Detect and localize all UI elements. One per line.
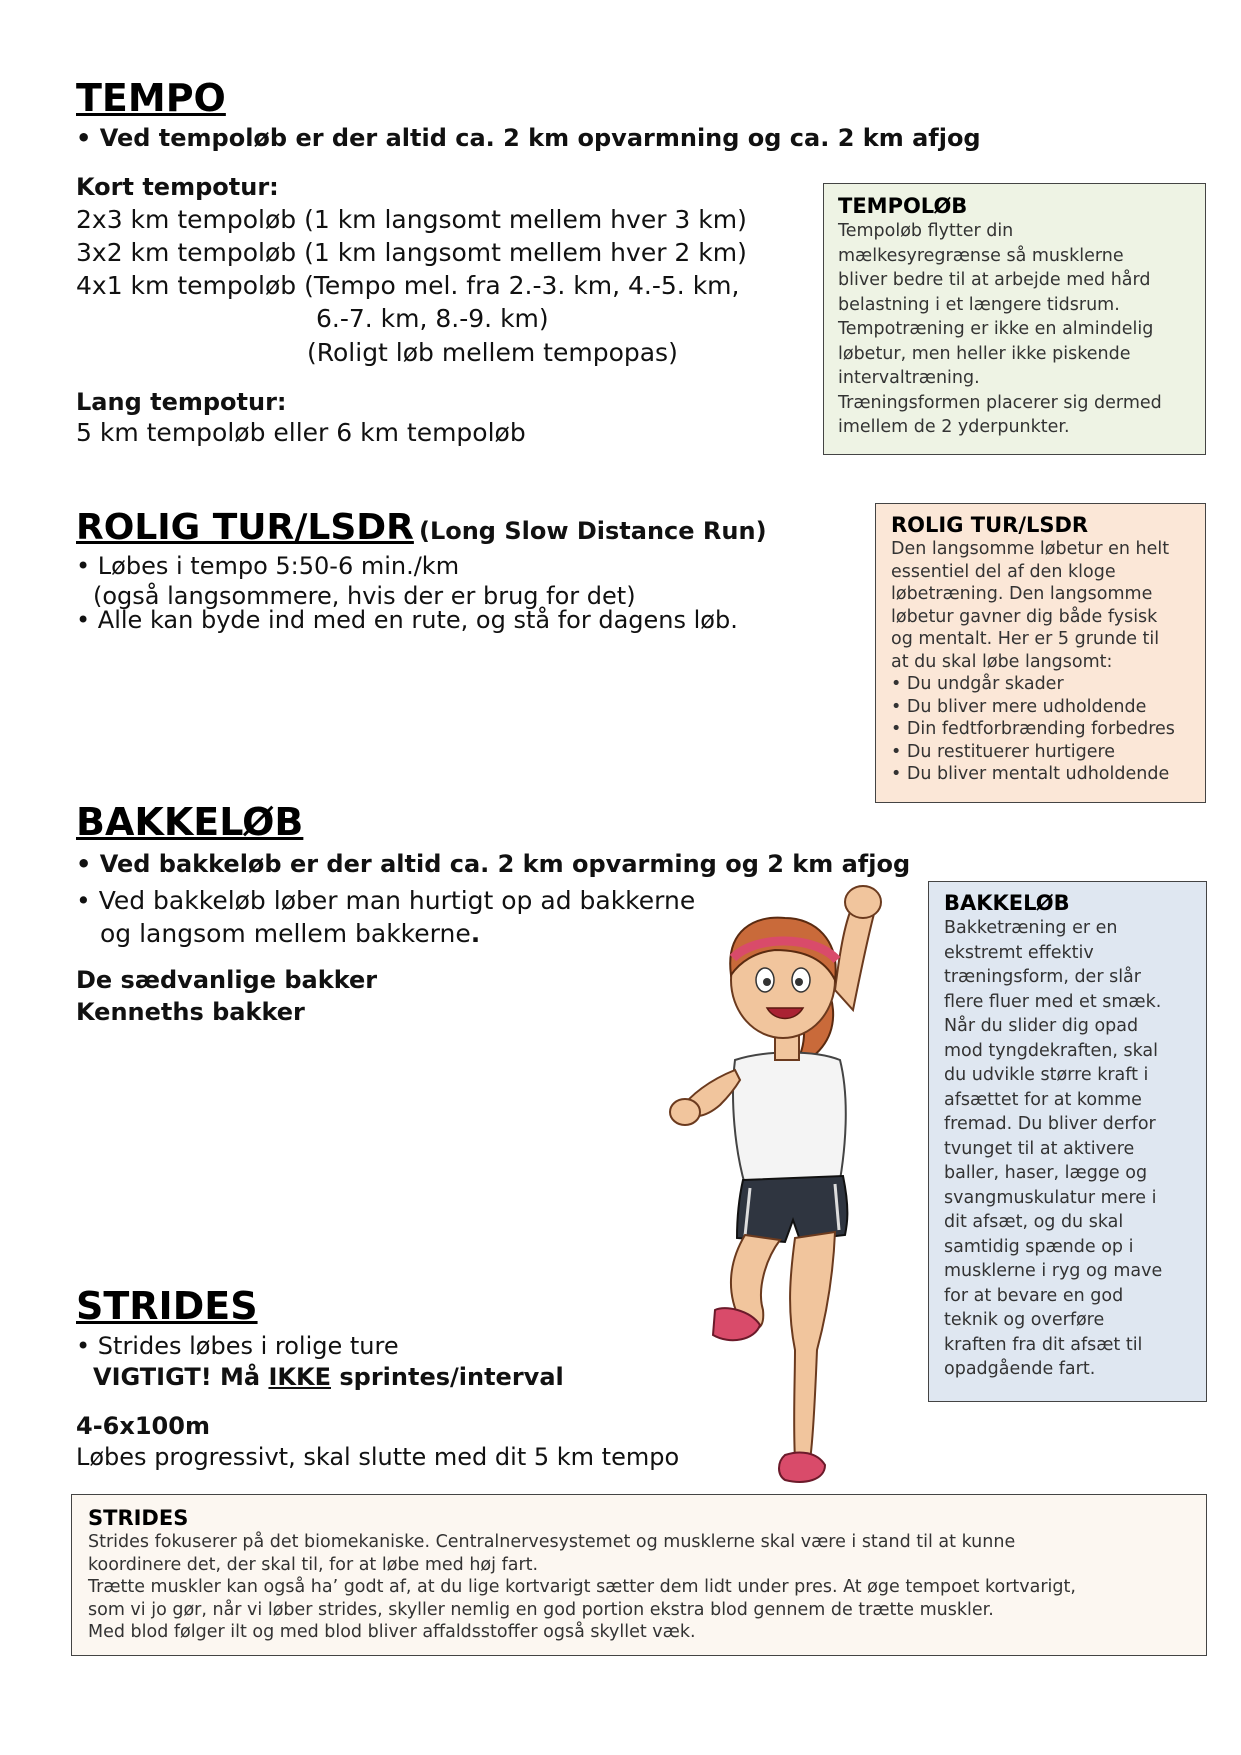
box-line: teknik og overføre — [944, 1310, 1105, 1330]
rolig-bullet-1-cont: (også langsommere, hvis der er brug for det) — [93, 582, 636, 610]
strides-sub-text: Løbes progressivt, skal slutte med dit 5 km tempo — [76, 1443, 680, 1471]
rolig-subheading: (Long Slow Distance Run) — [418, 517, 767, 545]
lang-tempotur-title: Lang tempotur: — [76, 388, 287, 416]
kort-line-3: 4x1 km tempoløb (Tempo mel. fra 2.-3. km, 4.-5. km, — [76, 271, 740, 300]
box-line: Tempotræning er ikke en almindelig — [838, 319, 1154, 339]
box-line: • Du bliver mere udholdende — [891, 696, 1147, 717]
box-line: tvunget til at aktivere — [944, 1138, 1135, 1159]
rolig-heading-row — [76, 506, 767, 550]
rolig-bullet-1-text: Løbes i tempo 5:50-6 min./km — [97, 552, 460, 580]
box-line: svangmuskulatur mere i — [944, 1187, 1157, 1208]
box-line: Med blod følger ilt og med blod bliver affaldsstoffer også skyllet væk. — [88, 1622, 696, 1642]
bakke-bullet-2: • Ved bakkeløb løber man hurtigt op ad bakkerne — [76, 886, 696, 915]
box-line: • Du bliver mentalt udholdende — [891, 764, 1170, 784]
tempo-heading: TEMPO — [76, 76, 226, 120]
box-line: kraften fra dit afsæt til — [944, 1334, 1143, 1355]
box-line: løbetræning. Den langsomme — [891, 584, 1153, 604]
tempo-bullet: • Ved tempoløb er der altid ca. 2 km opvarmning og ca. 2 km afjog — [76, 124, 981, 152]
bakke-bullet-2-cont-text: og langsom mellem bakkerne — [100, 919, 471, 948]
box-line: opadgående fart. — [944, 1359, 1096, 1379]
tempolob-box-title: TEMPOLØB — [838, 194, 968, 218]
bakke-list-2: Kenneths bakker — [76, 998, 305, 1026]
strides-heading: STRIDES — [76, 1284, 258, 1328]
box-line: baller, haser, lægge og — [944, 1163, 1148, 1183]
rolig-box-title: ROLIG TUR/LSDR — [891, 513, 1089, 537]
box-line: bliver bedre til at arbejde med hård — [838, 270, 1151, 290]
bakkelob-info-box — [928, 881, 1207, 1402]
strides-sub-title: 4-6x100m — [76, 1412, 210, 1440]
rolig-info-box — [875, 503, 1206, 803]
bakkelob-box-body — [944, 916, 1191, 1382]
box-line: du udvikle større kraft i — [944, 1065, 1149, 1085]
box-line: og mentalt. Her er 5 grunde til — [891, 629, 1160, 649]
box-line: intervaltræning. — [838, 368, 980, 388]
box-line: mod tyngdekraften, skal — [944, 1040, 1158, 1061]
bakke-bullet-2-cont — [100, 917, 480, 950]
box-line: dit afsæt, og du skal — [944, 1212, 1124, 1232]
lang-tempotur-text: 5 km tempoløb eller 6 km tempoløb — [76, 418, 526, 447]
box-line: som vi jo gør, når vi løber strides, skyller nemlig en god portion ekstra blod gennem de trætte muskler. — [88, 1599, 994, 1620]
strides-bullet: • Strides løbes i rolige ture — [76, 1332, 399, 1360]
kort-line-4: 6.-7. km, 8.-9. km) — [316, 304, 549, 333]
tempo-bullet-text: Ved tempoløb er der altid ca. 2 km opvarmning og ca. 2 km afjog — [99, 124, 981, 152]
box-line: • Du restituerer hurtigere — [891, 741, 1116, 762]
box-line: musklerne i ryg og mave — [944, 1261, 1163, 1281]
bakke-bullet-1-text: Ved bakkeløb er der altid ca. 2 km opvarming og 2 km afjog — [99, 850, 911, 878]
box-line: samtidig spænde op i — [944, 1236, 1134, 1257]
box-line: ekstremt effektiv — [944, 942, 1094, 963]
rolig-heading: ROLIG TUR/LSDR — [76, 507, 414, 548]
box-line: for at bevare en god — [944, 1285, 1124, 1306]
strides-box-title: STRIDES — [88, 1506, 189, 1530]
box-line: Træningsformen placerer sig dermed — [838, 392, 1162, 413]
strides-warning-c: sprintes/interval — [331, 1363, 564, 1391]
strides-info-box — [71, 1494, 1207, 1656]
rolig-box-body — [891, 538, 1190, 786]
strides-warning — [93, 1361, 564, 1394]
rolig-bullet-2: • Alle kan byde ind med en rute, og stå for dagens løb. — [76, 606, 738, 634]
box-line: løbetur, men heller ikke piskende — [838, 343, 1131, 364]
bakke-bullet-2-text: Ved bakkeløb løber man hurtigt op ad bakkerne — [98, 886, 696, 915]
box-line: • Din fedtforbrænding forbedres — [891, 719, 1175, 739]
box-line: afsættet for at komme — [944, 1089, 1142, 1110]
strides-warning-ikke: IKKE — [268, 1363, 331, 1391]
rolig-bullet-2-text: Alle kan byde ind med en rute, og stå for dagens løb. — [97, 606, 738, 634]
tempolob-info-box — [823, 183, 1206, 455]
runner-girl-illustration — [655, 880, 915, 1490]
box-line: essentiel del af den kloge — [891, 561, 1116, 582]
bakke-bullet-2-end: . — [470, 919, 481, 948]
bakke-bullet-1: • Ved bakkeløb er der altid ca. 2 km opvarming og 2 km afjog — [76, 850, 911, 878]
box-line: Den langsomme løbetur en helt — [891, 539, 1170, 559]
box-line: Bakketræning er en — [944, 918, 1118, 938]
strides-box-body — [88, 1531, 1190, 1644]
box-line: Strides fokuserer på det biomekaniske. Centralnervesystemet og musklerne skal være i stand til at kunne — [88, 1532, 1016, 1552]
strides-bullet-text: Strides løbes i rolige ture — [97, 1332, 399, 1360]
box-line: mælkesyregrænse så musklerne — [838, 245, 1124, 266]
box-line: flere fluer med et smæk. — [944, 991, 1162, 1012]
box-line: Tempoløb flytter din — [838, 221, 1014, 241]
box-line: løbetur gavner dig både fysisk — [891, 606, 1158, 627]
box-line: koordinere det, der skal til, for at løbe med høj fart. — [88, 1554, 539, 1575]
box-line: • Du undgår skader — [891, 674, 1064, 694]
box-line: træningsform, der slår — [944, 967, 1141, 987]
strides-warning-a: VIGTIGT! Må — [93, 1363, 269, 1391]
kort-line-2: 3x2 km tempoløb (1 km langsomt mellem hver 2 km) — [76, 238, 747, 267]
box-line: belastning i et længere tidsrum. — [838, 294, 1120, 315]
bakkelob-box-title: BAKKELØB — [944, 891, 1070, 915]
tempolob-box-body — [838, 219, 1191, 440]
box-line: imellem de 2 yderpunkter. — [838, 417, 1070, 437]
box-line: Når du slider dig opad — [944, 1016, 1139, 1036]
box-line: Trætte muskler kan også ha’ godt af, at du lige kortvarigt sætter dem lidt under pres. At øge tempoet kortvarigt, — [88, 1577, 1076, 1597]
box-line: fremad. Du bliver derfor — [944, 1114, 1156, 1134]
kort-line-1: 2x3 km tempoløb (1 km langsomt mellem hver 3 km) — [76, 205, 747, 234]
bakke-heading: BAKKELØB — [76, 800, 304, 844]
rolig-bullet-1: • Løbes i tempo 5:50-6 min./km — [76, 552, 460, 580]
bakke-list-1: De sædvanlige bakker — [76, 966, 378, 994]
box-line: at du skal løbe langsomt: — [891, 651, 1113, 672]
kort-tempotur-title: Kort tempotur: — [76, 173, 279, 201]
kort-line-5: (Roligt løb mellem tempopas) — [307, 338, 678, 367]
